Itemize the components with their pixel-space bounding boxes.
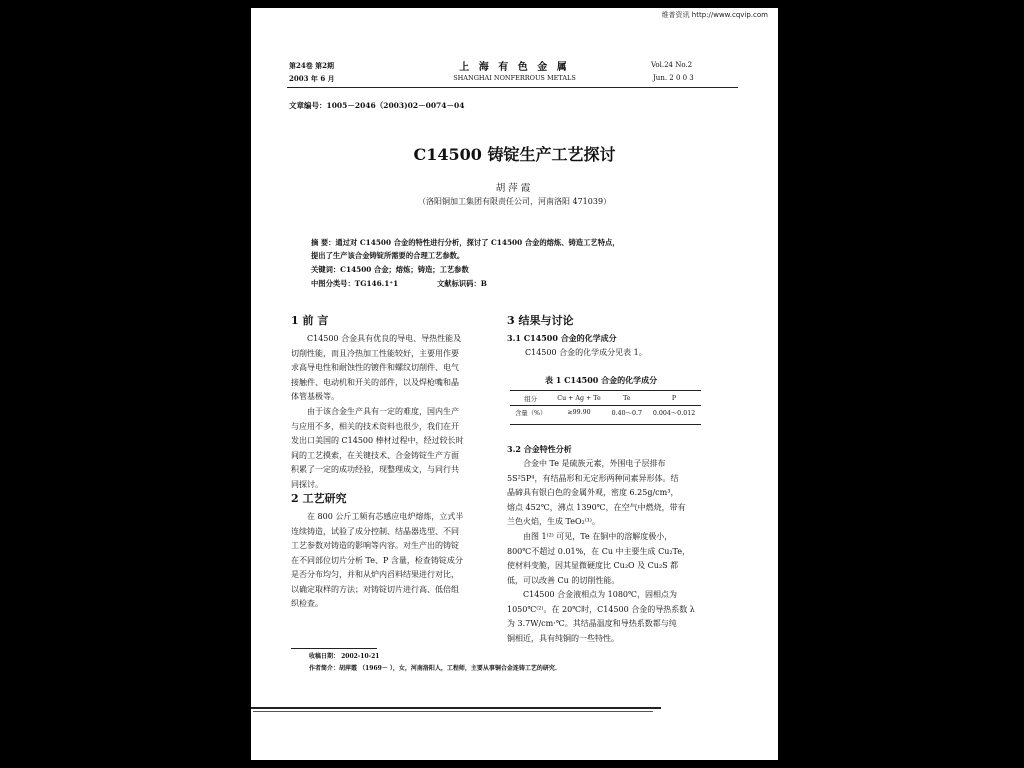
text-line: C14500 合金液相点为 1080℃，固相点为 [523, 590, 677, 599]
table-header-cell: Te [623, 395, 631, 402]
scan-edge-line [251, 707, 661, 709]
paper-page [251, 8, 778, 760]
section-3-2-heading: 3.2 合金特性分析 [507, 444, 572, 454]
received-date: 收稿日期： 2002-10-21 [309, 653, 380, 660]
section-3-1-text: C14500 合金的化学成分见表 1。 [525, 348, 647, 357]
section-3-2-paragraph-1 [507, 457, 701, 530]
text-line: 晶碲具有银白色的金属外观，密度 6.25g/cm³， [507, 488, 679, 497]
header-rule [287, 87, 738, 88]
author-name: 胡萍霞 [495, 183, 534, 194]
text-line: 织检查。 [291, 599, 323, 608]
footnote-rule [291, 648, 377, 649]
table-header-row [510, 392, 701, 406]
text-line: 积累了一定的成功经验，现整理成文，与同行共 [291, 465, 459, 474]
text-line: 铜相近，具有纯铜的一些特性。 [507, 633, 619, 643]
table-cell: 含量（%） [515, 410, 547, 417]
scan-edge-line [253, 711, 653, 712]
text-line: 熔点 452℃，沸点 1390℃，在空气中燃烧，带有 [507, 502, 686, 512]
keywords: 关键词：C14500 合金；熔炼；铸造；工艺参数 [311, 265, 469, 274]
text-line: 间的工艺摸索，在关键技术、合金铸锭生产方面 [291, 450, 459, 460]
section-3-1-heading: 3.1 C14500 合金的化学成分 [507, 333, 617, 343]
table-cell: 0.40～0.7 [611, 410, 642, 417]
affiliation: （洛阳铜加工集团有限责任公司，河南洛阳 471039） [417, 197, 612, 206]
text-line: 是否分布均匀，并和从炉内舀料结果进行对比， [291, 570, 459, 579]
author-bio: 作者简介：胡萍霞 （1969－ ），女，河南洛阳人，工程师，主要从事铜合金连铸工艺的研究. [309, 665, 557, 672]
section-3-2-paragraph-2 [507, 530, 701, 588]
text-line: 合金中 Te 是硫族元素，外围电子层排布 [523, 459, 666, 468]
volume-en: Vol.24 No.2 [651, 61, 693, 69]
text-line: 使材料变脆，因其显微硬度比 Cu₂O 及 Cu₂S 都 [507, 561, 679, 570]
text-line: 在不同部位切片分析 Te、P 含量，检查铸锭成分 [291, 555, 463, 565]
text-line: 与应用不多，相关的技术资料也很少，我们在开 [291, 421, 459, 431]
text-line: 由图 1⁽²⁾ 可见，Te 在铜中的溶解度极小， [523, 532, 673, 541]
abstract-line: 提出了生产该合金铸锭所需要的合理工艺参数。 [311, 251, 465, 260]
composition-table [510, 392, 701, 419]
table-header-cell: P [671, 395, 677, 402]
table-caption: 表 1 C14500 合金的化学成分 [545, 375, 658, 385]
journal-title-en: SHANGHAI NONFERROUS METALS [453, 74, 576, 82]
section-2-heading: 2 工艺研究 [291, 492, 347, 505]
section-3-heading: 3 结果与讨论 [507, 314, 574, 327]
text-line: 兰色火焰，生成 TeO₂⁽¹⁾。 [507, 517, 600, 526]
section-2-paragraph-1 [291, 510, 491, 612]
text-line: 5S²5P⁴，有结晶形和无定形两种同素异形体。结 [507, 473, 679, 483]
text-line: 由于该合金生产具有一定的难度，国内生产 [307, 407, 459, 416]
section-1-paragraph-1 [291, 332, 491, 405]
document-code: 文献标识码：B [437, 279, 487, 288]
section-1-paragraph-2 [291, 405, 491, 492]
table-cell: 0.004～0.012 [652, 410, 696, 417]
text-line: 切削性能，而且冷热加工性能较好，主要用作要 [291, 348, 459, 358]
table-bottom-rule [510, 424, 701, 425]
date-en: Jun. 2 0 0 3 [653, 74, 694, 82]
text-line: 工艺参数对铸造的影响等内容。对生产出的铸锭 [291, 541, 459, 550]
text-line: C14500 合金具有优良的导电、导热性能及 [307, 334, 462, 343]
text-line: 接触件、电动机和开关的部件，以及焊枪嘴和晶 [291, 377, 459, 387]
table-cell: ≥99.90 [567, 409, 591, 416]
text-line: 在 800 公斤工频有芯感应电炉熔炼，立式半 [307, 512, 464, 521]
section-1-heading: 1 前 言 [291, 314, 329, 327]
abstract-line: 摘 要：通过对 C14500 合金的特性进行分析，探讨了 C14500 合金的熔炼、铸造工艺特点， [311, 238, 620, 247]
text-line: 求高导电性和耐蚀性的镀件和螺纹切削件、电气 [291, 363, 459, 372]
text-line: 800℃不超过 0.01%，在 Cu 中主要生成 Cu₂Te， [507, 546, 691, 556]
text-line: 同探讨。 [291, 479, 323, 489]
text-line: 1050℃⁽²⁾。在 20℃时，C14500 合金的导热系数 λ [507, 604, 695, 614]
section-3-2-paragraph-3 [507, 588, 701, 646]
text-line: 连续铸造，试验了成分控制、结晶器选型、不同 [291, 526, 459, 536]
table-header-cell: 组分 [524, 396, 538, 403]
table-header-cell: Cu + Ag + Te [557, 395, 601, 402]
article-number: 文章编号：1005－2046（2003)02－0074－04 [289, 101, 465, 110]
text-line: 发出口美国的 C14500 棒材过程中，经过较长时 [291, 436, 464, 445]
table-row [510, 406, 701, 420]
clc-number: 中图分类号：TG146.1⁺1 [311, 279, 399, 288]
source-url[interactable]: 维普资讯 http://www.cqvip.com [661, 11, 768, 19]
journal-title-cn: 上 海 有 色 金 属 [459, 62, 570, 73]
date-cn: 2003 年 6 月 [289, 74, 335, 83]
text-line: 为 3.7W/cm·℃。其结晶温度和导热系数都与纯 [507, 619, 677, 628]
text-line: 低，可以改善 Cu 的切削性能。 [507, 575, 620, 585]
volume-cn: 第24卷 第2期 [289, 61, 335, 70]
table-top-rule [510, 390, 701, 391]
text-line: 体管基极等。 [291, 392, 339, 401]
text-line: 以确定取样的方法；对铸锭切片进行高、低倍组 [291, 584, 459, 594]
paper-title: C14500 铸锭生产工艺探讨 [413, 145, 616, 164]
